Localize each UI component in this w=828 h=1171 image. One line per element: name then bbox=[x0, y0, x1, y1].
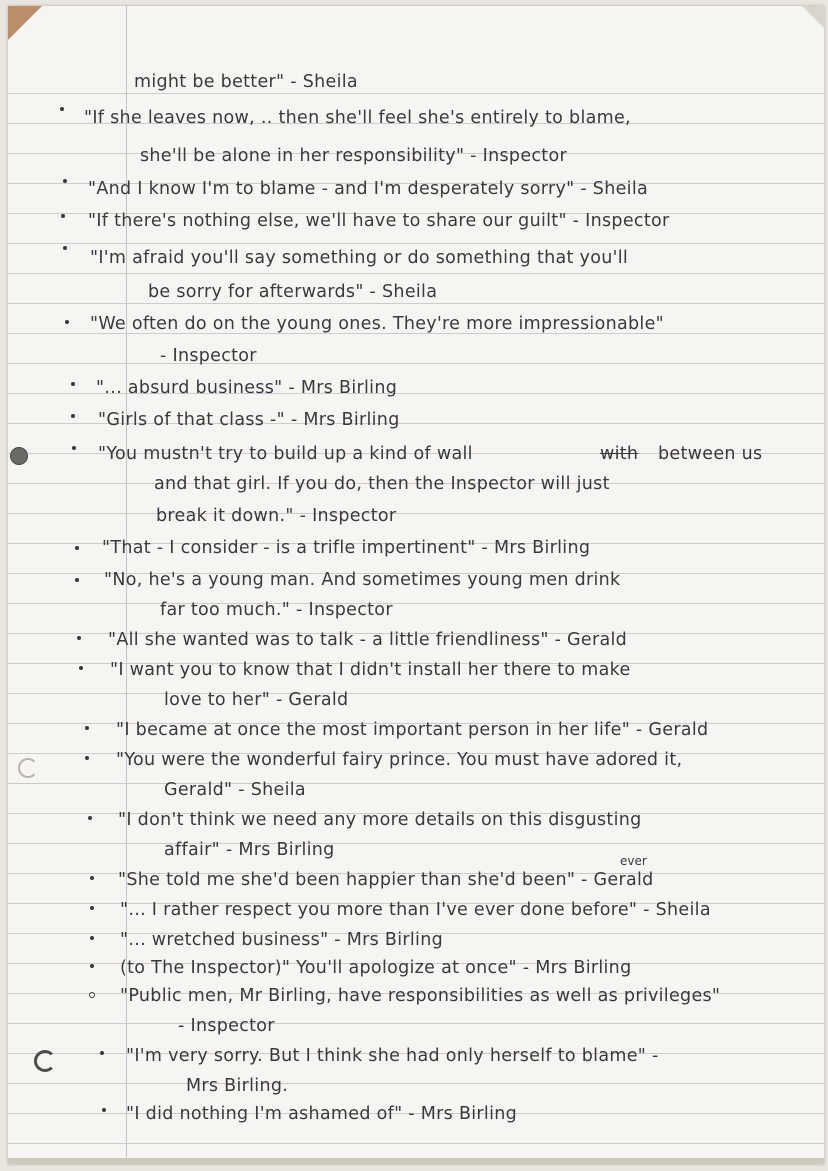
note-line: "You mustn't try to build up a kind of wall bbox=[98, 444, 473, 464]
note-line: "I don't think we need any more details on this disgusting bbox=[118, 810, 642, 830]
note-line: "You were the wonderful fairy prince. You must have adored it, bbox=[116, 750, 683, 770]
folded-corner-top-right bbox=[802, 6, 824, 28]
binder-hole-ring bbox=[18, 758, 38, 778]
note-line: "... wretched business" - Mrs Birling bbox=[120, 930, 444, 950]
note-line: "... I rather respect you more than I've ever done before" - Sheila bbox=[120, 900, 711, 920]
note-line: love to her" - Gerald bbox=[164, 690, 349, 710]
bullet bbox=[79, 666, 83, 670]
note-line: "I want you to know that I didn't install her there to make bbox=[110, 660, 631, 680]
note-line: "... absurd business" - Mrs Birling bbox=[96, 378, 398, 398]
bullet bbox=[90, 936, 94, 940]
note-line: "No, he's a young man. And sometimes young men drink bbox=[104, 570, 621, 590]
bullet bbox=[102, 1108, 106, 1112]
note-line: "All she wanted was to talk - a little friendliness" - Gerald bbox=[108, 630, 628, 650]
note-line: "I'm afraid you'll say something or do something that you'll bbox=[90, 248, 629, 268]
note-line: far too much." - Inspector bbox=[160, 600, 393, 620]
bullet bbox=[85, 726, 89, 730]
notebook-page bbox=[8, 6, 824, 1164]
note-line: "I did nothing I'm ashamed of" - Mrs Birling bbox=[126, 1104, 518, 1124]
bullet bbox=[75, 578, 79, 582]
folded-corner-top-left bbox=[8, 6, 48, 48]
bullet bbox=[61, 214, 65, 218]
bullet bbox=[89, 992, 95, 998]
note-line: "We often do on the young ones. They're more impressionable" bbox=[90, 314, 664, 334]
bullet bbox=[71, 414, 75, 418]
note-line: "Girls of that class -" - Mrs Birling bbox=[98, 410, 400, 430]
bullet bbox=[77, 636, 81, 640]
note-line: "That - I consider - is a trifle impertinent" - Mrs Birling bbox=[102, 538, 591, 558]
page-bottom-edge bbox=[8, 1158, 824, 1164]
bullet bbox=[90, 964, 94, 968]
bullet bbox=[100, 1051, 104, 1055]
binder-hole bbox=[10, 447, 28, 465]
bullet bbox=[63, 246, 67, 250]
bullet bbox=[90, 906, 94, 910]
binder-hole-ring bbox=[34, 1050, 56, 1072]
note-line: "Public men, Mr Birling, have responsibilities as well as privileges" bbox=[120, 986, 721, 1006]
note-line: - Inspector bbox=[178, 1016, 275, 1036]
note-line: break it down." - Inspector bbox=[156, 506, 397, 526]
note-line: "I'm very sorry. But I think she had only herself to blame" - bbox=[126, 1046, 659, 1066]
note-line: "If there's nothing else, we'll have to share our guilt" - Inspector bbox=[88, 211, 670, 231]
note-line: "If she leaves now, .. then she'll feel she's entirely to blame, bbox=[84, 108, 631, 128]
note-line: (to The Inspector)" You'll apologize at once" - Mrs Birling bbox=[120, 958, 632, 978]
bullet bbox=[90, 876, 94, 880]
note-line: "I became at once the most important person in her life" - Gerald bbox=[116, 720, 709, 740]
note-line: "She told me she'd been happier than she'd been" - Gerald bbox=[118, 870, 654, 890]
bullet bbox=[88, 816, 92, 820]
note-line: between us bbox=[658, 444, 763, 464]
bullet bbox=[75, 546, 79, 550]
inserted-word: ever bbox=[620, 854, 647, 868]
crossed-out-word: with bbox=[600, 444, 639, 464]
bullet bbox=[60, 107, 64, 111]
note-line: might be better" - Sheila bbox=[134, 72, 358, 92]
bullet bbox=[85, 756, 89, 760]
bullet bbox=[71, 382, 75, 386]
note-line: be sorry for afterwards" - Sheila bbox=[148, 282, 438, 302]
note-line: Gerald" - Sheila bbox=[164, 780, 306, 800]
top-margin bbox=[8, 6, 824, 64]
bullet bbox=[65, 320, 69, 324]
note-line: affair" - Mrs Birling bbox=[164, 840, 335, 860]
bullet bbox=[63, 179, 67, 183]
bullet bbox=[72, 446, 76, 450]
note-line: and that girl. If you do, then the Inspector will just bbox=[154, 474, 610, 494]
note-line: Mrs Birling. bbox=[186, 1076, 289, 1096]
note-line: she'll be alone in her responsibility" - Inspector bbox=[140, 146, 567, 166]
note-line: "And I know I'm to blame - and I'm desperately sorry" - Sheila bbox=[88, 179, 649, 199]
note-line: - Inspector bbox=[160, 346, 257, 366]
